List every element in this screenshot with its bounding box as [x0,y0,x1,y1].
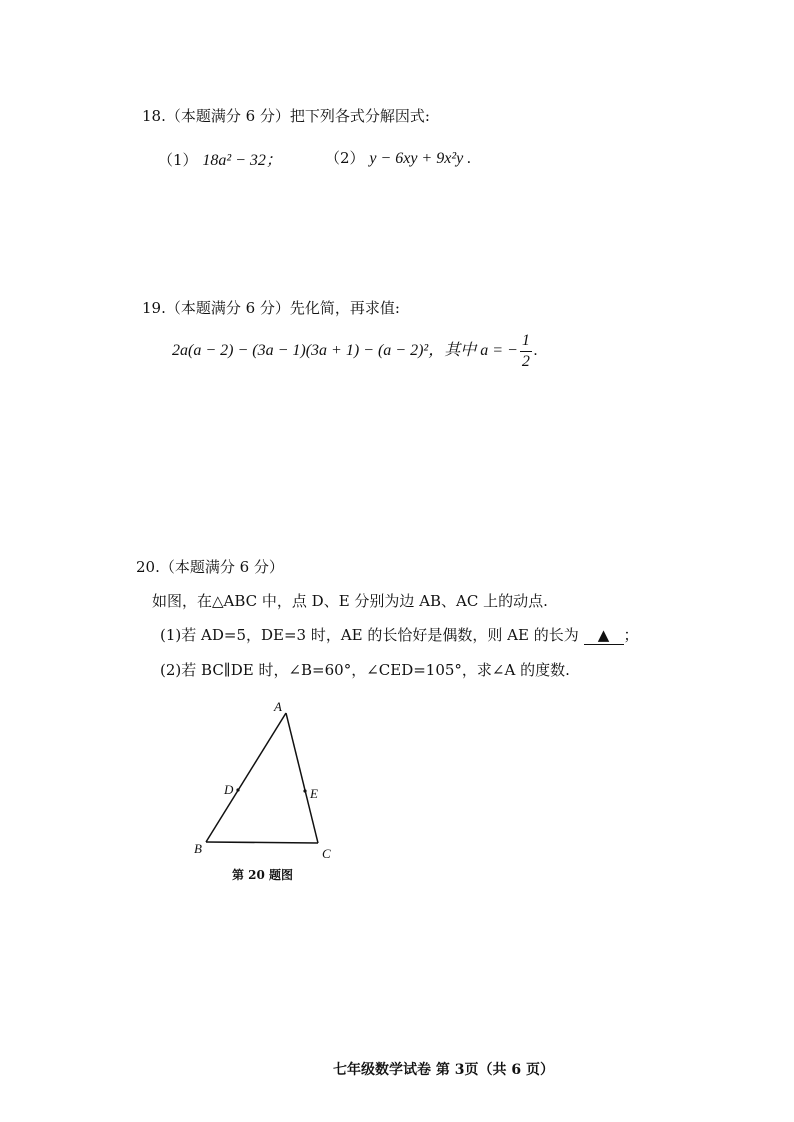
q18-part1-expr: 18a² − 32； [202,152,282,169]
q19-end: . [533,342,538,360]
q19-fraction [520,333,532,370]
q19-frac-den: 2 [521,353,530,370]
q19-frac-num: 1 [520,333,532,352]
q20-answer-blank: ▲ [584,626,624,645]
q20-part1-text: (1)若 AD=5，DE=3 时，AE 的长恰好是偶数，则 AE 的长为 [160,626,579,644]
q18-part2-label: （2） [325,149,365,167]
side-ab [206,713,286,842]
q18-part1 [158,147,282,170]
point-d [236,788,239,791]
figure-caption: 第 20 题图 [232,868,294,882]
point-e [303,789,306,792]
label-d: D [224,782,234,797]
q20-part2: (2)若 BC∥DE 时，∠B=60°，∠CED=105°，求∠A 的度数. [160,661,570,679]
q18-part2 [325,147,471,168]
q19-expr-text: 2a(a − 2) − (3a − 1)(3a + 1) − (a − 2)²，其中 a = − [172,342,518,360]
triangle-figure [180,695,360,895]
q18-part2-expr: y − 6xy + 9x²y . [369,150,472,167]
q20-part1-end: ； [623,626,639,644]
q18-part1-label: （1） [158,151,198,169]
side-ac [286,713,318,843]
label-c: C [322,846,331,861]
q18-title: 18.（本题满分 6 分）把下列各式分解因式: [142,107,430,125]
page-footer: 七年级数学试卷 第 3页（共 6 页） [333,1062,554,1078]
q20-title: 20.（本题满分 6 分） [136,558,284,576]
side-bc [206,842,318,843]
label-e: E [310,786,318,801]
q19-title: 19.（本题满分 6 分）先化简，再求值: [142,299,400,317]
q19-expression [172,333,538,370]
q20-part1 [160,624,639,645]
q20-intro: 如图，在△ABC 中，点 D、E 分别为边 AB、AC 上的动点. [152,592,548,610]
label-a: A [274,699,282,714]
label-b: B [194,841,202,856]
